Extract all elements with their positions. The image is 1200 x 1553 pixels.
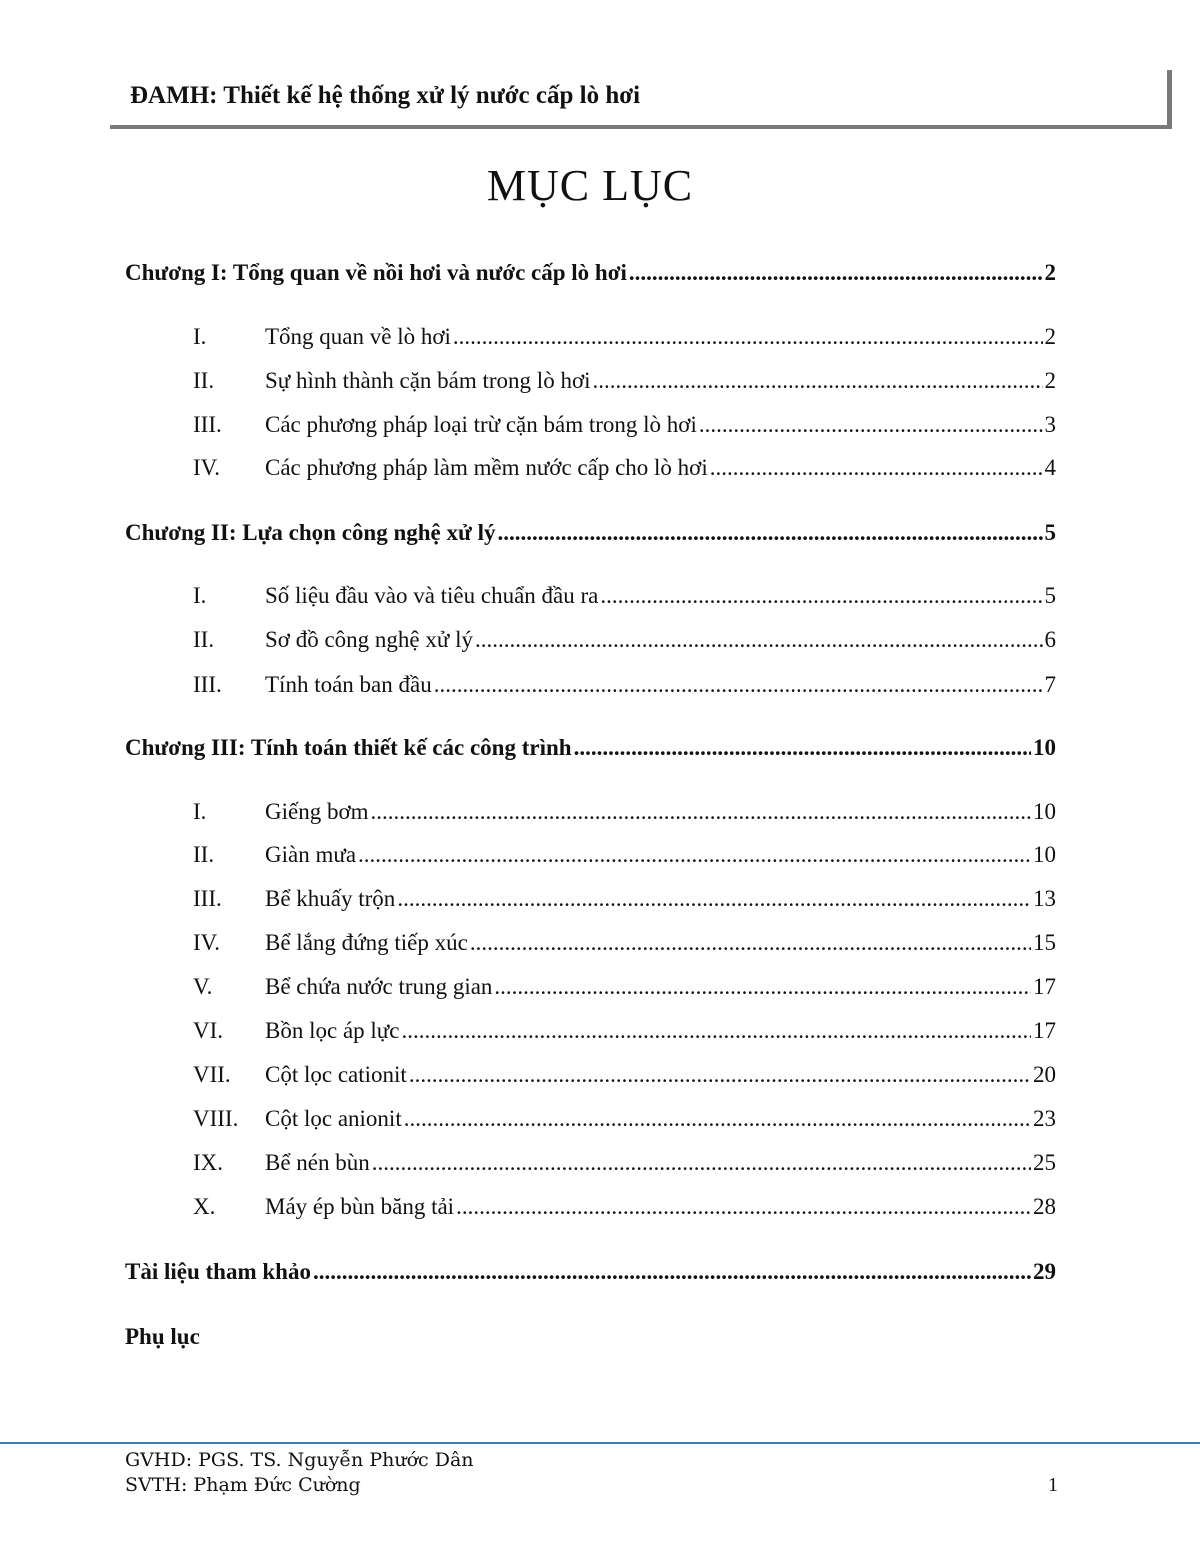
toc-chapter-2[interactable]: [125, 518, 1056, 548]
toc-item-number: IX.: [193, 1150, 224, 1175]
toc-item[interactable]: [193, 1104, 1056, 1134]
toc-page-number: 10: [1033, 799, 1056, 824]
toc-leader: [470, 928, 1031, 958]
toc-leader: [600, 581, 1042, 611]
toc-item-number: VIII.: [193, 1106, 239, 1131]
toc-item[interactable]: [193, 1148, 1056, 1178]
toc-leader: [629, 258, 1043, 288]
toc-item-label: Giàn mưa: [265, 842, 357, 867]
toc-leader: [313, 1257, 1031, 1287]
toc-item-number: V.: [193, 974, 213, 999]
toc-item-number: VII.: [193, 1062, 231, 1087]
toc-item-label: Giếng bơm: [265, 799, 369, 824]
toc-item[interactable]: [193, 1192, 1056, 1222]
toc-item[interactable]: [193, 322, 1056, 352]
toc-item-number: III.: [193, 886, 222, 911]
toc-item-number: II.: [193, 842, 215, 867]
toc-page-number: 2: [1044, 324, 1056, 349]
toc-leader: [397, 884, 1031, 914]
toc-item-number: VI.: [193, 1018, 224, 1043]
toc-page-number: 10: [1033, 735, 1056, 760]
toc-item-number: IV.: [193, 930, 221, 955]
toc-chapter-3[interactable]: [125, 733, 1056, 763]
toc-leader: [699, 410, 1043, 440]
toc-page-number: 6: [1044, 627, 1056, 652]
toc-item-label: Sự hình thành cặn bám trong lò hơi: [265, 368, 591, 393]
toc-leader: [358, 840, 1031, 870]
toc-page-number: 29: [1033, 1259, 1056, 1284]
toc-leader: [434, 670, 1043, 700]
toc-item-number: II.: [193, 627, 215, 652]
footer-divider: [0, 1442, 1200, 1444]
toc-chapter-label: Chương I: Tổng quan về nồi hơi và nước cấp lò hơi: [125, 260, 627, 285]
toc-chapter-1[interactable]: [125, 258, 1056, 288]
toc-item-label: Bể nén bùn: [265, 1150, 370, 1175]
toc-item-label: Cột lọc cationit: [265, 1062, 407, 1087]
toc-leader: [404, 1104, 1031, 1134]
toc-leader: [409, 1060, 1031, 1090]
toc-item-label: Sơ đồ công nghệ xử lý: [265, 627, 473, 652]
toc-item[interactable]: [193, 670, 1056, 700]
toc-item[interactable]: [193, 972, 1056, 1002]
toc-item-label: Bể lắng đứng tiếp xúc: [265, 930, 468, 955]
toc-page-number: 17: [1033, 1018, 1056, 1043]
toc-item-label: Máy ép bùn băng tải: [265, 1194, 455, 1219]
toc-item[interactable]: [193, 840, 1056, 870]
toc-page-number: 15: [1033, 930, 1056, 955]
toc-item[interactable]: [193, 625, 1056, 655]
toc-chapter-label: Tài liệu tham khảo: [125, 1259, 311, 1284]
toc-page-number: 2: [1044, 368, 1056, 393]
toc-item-number: I.: [193, 324, 207, 349]
toc-page-number: 25: [1033, 1150, 1056, 1175]
toc-item-number: III.: [193, 672, 222, 697]
toc-title: MỤC LỤC: [486, 161, 694, 210]
toc-item[interactable]: [193, 453, 1056, 483]
toc-leader: [453, 322, 1043, 352]
toc-leader: [710, 453, 1043, 483]
toc-leader: [574, 733, 1031, 763]
toc-item-label: Tổng quan về lò hơi: [265, 324, 451, 349]
toc-leader: [456, 1192, 1031, 1222]
toc-item-number: II.: [193, 368, 215, 393]
toc-item[interactable]: [193, 797, 1056, 827]
toc-chapter-label: Chương II: Lựa chọn công nghệ xử lý: [125, 520, 496, 545]
toc-item-number: III.: [193, 412, 222, 437]
toc-item[interactable]: [193, 581, 1056, 611]
toc-appendix[interactable]: Phụ lục: [125, 1324, 200, 1349]
toc-page-number: 3: [1044, 412, 1056, 437]
toc-leader: [371, 797, 1031, 827]
toc-item[interactable]: [193, 410, 1056, 440]
toc-item-number: IV.: [193, 455, 221, 480]
toc-leader: [372, 1148, 1031, 1178]
toc-item-label: Tính toán ban đầu: [265, 672, 432, 697]
toc-item[interactable]: [193, 928, 1056, 958]
toc-item-label: Bồn lọc áp lực: [265, 1018, 400, 1043]
toc-item-number: I.: [193, 799, 207, 824]
toc-page-number: 4: [1044, 455, 1056, 480]
toc-page-number: 13: [1033, 886, 1056, 911]
toc-item[interactable]: [193, 1060, 1056, 1090]
footer-student: SVTH: Phạm Đức Cường: [125, 1474, 361, 1496]
toc-page-number: 28: [1033, 1194, 1056, 1219]
toc-leader: [494, 972, 1031, 1002]
toc-leader: [401, 1016, 1031, 1046]
toc-page-number: 5: [1044, 520, 1056, 545]
toc-page-number: 5: [1044, 583, 1056, 608]
footer-page-number: 1: [1048, 1474, 1058, 1496]
toc-item[interactable]: [193, 1016, 1056, 1046]
toc-page-number: 2: [1044, 260, 1056, 285]
toc-item[interactable]: [193, 884, 1056, 914]
toc-item[interactable]: [193, 366, 1056, 396]
toc-references[interactable]: [125, 1257, 1056, 1287]
document-header-title: ĐAMH: Thiết kế hệ thống xử lý nước cấp lò hơi: [130, 82, 641, 109]
toc-leader: [497, 518, 1042, 548]
toc-item-label: Cột lọc anionit: [265, 1106, 402, 1131]
toc-item-number: X.: [193, 1194, 216, 1219]
toc-item-label: Số liệu đầu vào và tiêu chuẩn đầu ra: [265, 583, 599, 608]
toc-item-label: Bể khuấy trộn: [265, 886, 396, 911]
toc-chapter-label: Chương III: Tính toán thiết kế các công trình: [125, 735, 572, 760]
toc-page-number: 7: [1044, 672, 1056, 697]
toc-item-number: I.: [193, 583, 207, 608]
toc-leader: [593, 366, 1043, 396]
footer-advisor: GVHD: PGS. TS. Nguyễn Phước Dân: [125, 1449, 474, 1471]
toc-page-number: 17: [1033, 974, 1056, 999]
toc-leader: [475, 625, 1043, 655]
toc-item-label: Các phương pháp loại trừ cặn bám trong lò hơi: [265, 412, 697, 437]
toc-item-label: Các phương pháp làm mềm nước cấp cho lò hơi: [265, 455, 708, 480]
toc-page-number: 10: [1033, 842, 1056, 867]
toc-page-number: 20: [1033, 1062, 1056, 1087]
toc-page-number: 23: [1033, 1106, 1056, 1131]
toc-item-label: Bể chứa nước trung gian: [265, 974, 493, 999]
